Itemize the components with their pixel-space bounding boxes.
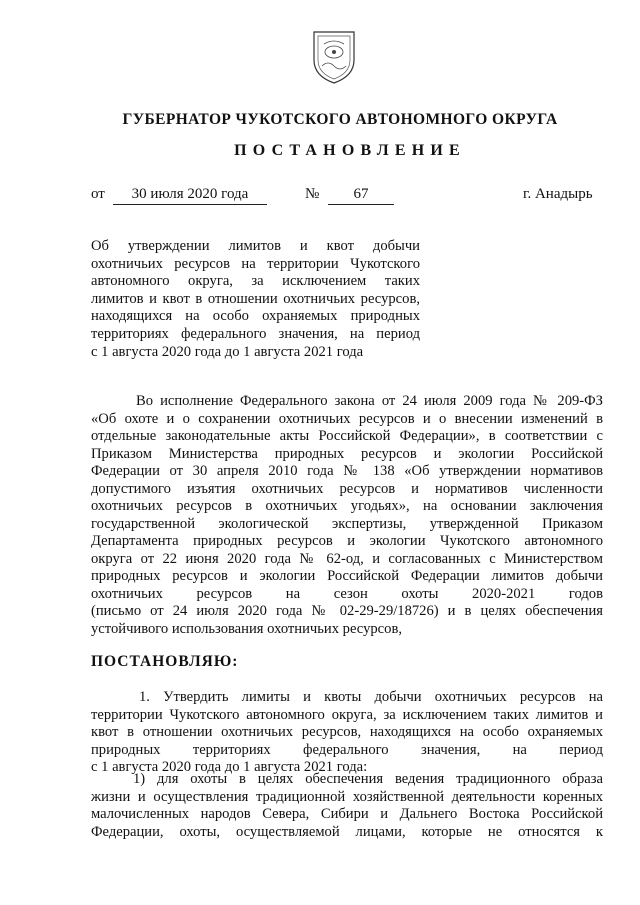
subject-line: Об утверждении лимитов и квот добычи bbox=[91, 238, 420, 254]
decree-heading: ПОСТАНОВЛЯЮ: bbox=[91, 653, 239, 670]
subitem-1 bbox=[91, 771, 603, 841]
subitem-line: Федерации, охоты, осуществляемой лицами, которые не относятся к bbox=[91, 823, 603, 840]
document-type: ПОСТАНОВЛЕНИЕ bbox=[234, 142, 466, 159]
subject-line: территориях федерального значения, на период bbox=[91, 325, 420, 342]
preamble-line: Приказом Министерства природных ресурсов и экологии Российской bbox=[91, 445, 603, 462]
subitem-line: малочисленных народов Севера, Сибири и Дальнего Востока Российской bbox=[91, 806, 603, 822]
paragraph-line: территории Чукотского автономного округа, за исключением таких лимитов и bbox=[91, 706, 603, 723]
subject-line: охотничьих ресурсов на территории Чукотского bbox=[91, 255, 420, 272]
subitem-line: 1) для охоты в целях обеспечения ведения традиционного образа bbox=[133, 771, 603, 787]
preamble-line: отдельные законодательные акты Российской Федерации», в соответствии с bbox=[91, 428, 603, 444]
preamble-line: Во исполнение Федерального закона от 24 июля 2009 года № 209-ФЗ bbox=[136, 393, 603, 409]
subject-line: находящихся на особо охраняемых природных bbox=[91, 308, 420, 325]
preamble-line: охотничьих ресурсов на сезон охоты 2020-2021 годов bbox=[91, 585, 603, 602]
paragraph-line: с 1 августа 2020 года до 1 августа 2021 года: bbox=[91, 759, 368, 775]
preamble-line: государственной экологической экспертизы, утвержденной Приказом bbox=[91, 515, 603, 532]
paragraph-line: 1. Утвердить лимиты и квоты добычи охотничьих ресурсов на bbox=[139, 689, 603, 705]
paragraph-1 bbox=[91, 689, 603, 777]
authority-title: ГУБЕРНАТОР ЧУКОТСКОГО АВТОНОМНОГО ОКРУГА bbox=[122, 111, 558, 128]
document-subject bbox=[91, 238, 420, 361]
document-date: 30 июля 2020 года bbox=[113, 186, 267, 205]
date-prefix: от bbox=[91, 186, 105, 202]
paragraph-line: природных территориях федерального значения, на период bbox=[91, 741, 603, 758]
number-sign: № bbox=[305, 186, 320, 202]
preamble bbox=[91, 393, 603, 638]
document-city: г. Анадырь bbox=[523, 186, 593, 202]
preamble-line: Департамента природных ресурсов и экологии Чукотского автономного bbox=[91, 533, 603, 549]
coat-of-arms-icon bbox=[306, 26, 362, 86]
subject-line: автономного округа, за исключением таких bbox=[91, 273, 420, 290]
preamble-line: округа от 22 июня 2020 года № 62-од, и согласованных с Министерством bbox=[91, 550, 603, 567]
subject-line: с 1 августа 2020 года до 1 августа 2021 года bbox=[91, 343, 364, 360]
preamble-line: природных ресурсов и экологии Российской Федерации лимитов добычи bbox=[91, 568, 603, 584]
preamble-line: охотничьих ресурсов в охотничьих угодьях», на основании заключения bbox=[91, 498, 603, 514]
paragraph-line: квот в отношении охотничьих ресурсов, находящихся на особо охраняемых bbox=[91, 724, 603, 740]
preamble-line: устойчивого использования охотничьих ресурсов, bbox=[91, 620, 402, 637]
preamble-line: допустимого изъятия охотничьих ресурсов и нормативов численности bbox=[91, 480, 603, 497]
subject-line: лимитов и квот в отношении охотничьих ресурсов, bbox=[91, 290, 420, 307]
preamble-line: Федерации от 30 апреля 2010 года № 138 «Об утверждении нормативов bbox=[91, 463, 603, 479]
document-number: 67 bbox=[328, 186, 394, 205]
preamble-line: «Об охоте и о сохранении охотничьих ресурсов и о внесении изменений в bbox=[91, 410, 603, 427]
preamble-line: (письмо от 24 июля 2020 года № 02-29-29/18726) и в целях обеспечения bbox=[91, 603, 603, 619]
subitem-line: жизни и осуществления традиционной хозяйственной деятельности коренных bbox=[91, 788, 603, 805]
